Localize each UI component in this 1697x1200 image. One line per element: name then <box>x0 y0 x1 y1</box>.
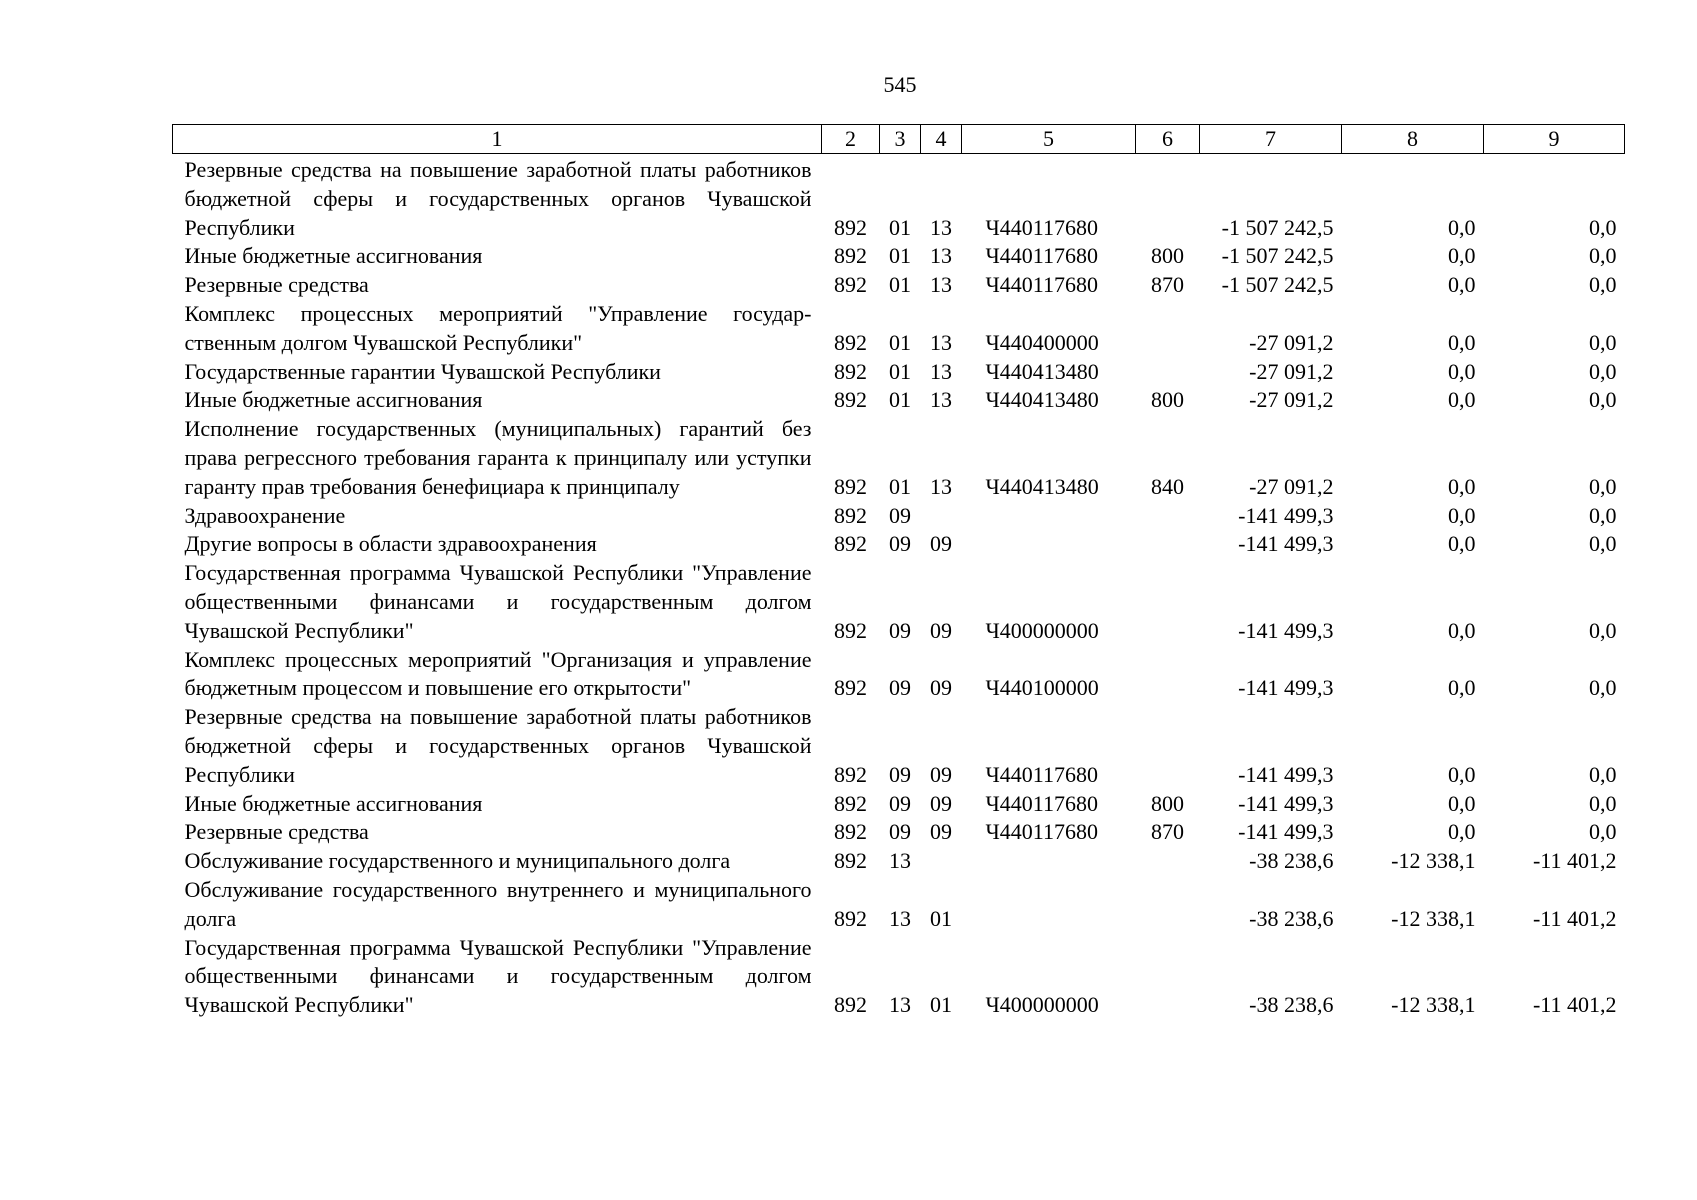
amount-col-9: 0,0 <box>1589 617 1617 643</box>
amount-col-7: -141 499,3 <box>1238 531 1334 557</box>
grbs-code: 892 <box>834 675 867 701</box>
grbs-code: 892 <box>834 214 867 240</box>
row-name: Исполнение государственных (муниципальных) гарантий без права регрессного требования гаранта к принципалу или уступки гаранту прав требования бенефициара к принципалу <box>184 416 812 499</box>
expense-type-code <box>1136 559 1200 645</box>
section-code: 01 <box>889 272 911 298</box>
target-article-code <box>962 530 1136 559</box>
table-row <box>173 876 1625 934</box>
expense-type-code: 870 <box>1151 819 1184 845</box>
amount-col-8: 0,0 <box>1448 790 1476 816</box>
table-row <box>173 790 1625 819</box>
subsection-code <box>921 502 962 531</box>
subsection-code: 13 <box>930 272 952 298</box>
amount-col-9: 0,0 <box>1589 243 1617 269</box>
column-header-9: 9 <box>1484 125 1625 154</box>
section-code: 13 <box>889 992 911 1018</box>
amount-col-9: 0,0 <box>1589 473 1617 499</box>
row-name: Государственные гарантии Чувашской Республики <box>184 358 661 384</box>
amount-col-9: 0,0 <box>1589 502 1617 528</box>
expense-type-code <box>1136 502 1200 531</box>
column-header-8: 8 <box>1342 125 1484 154</box>
subsection-code: 01 <box>930 992 952 1018</box>
table-row <box>173 530 1625 559</box>
subsection-code: 01 <box>930 905 952 931</box>
amount-col-7: -38 238,6 <box>1249 905 1334 931</box>
grbs-code: 892 <box>834 905 867 931</box>
subsection-code: 09 <box>930 675 952 701</box>
subsection-code: 13 <box>930 387 952 413</box>
section-code: 01 <box>889 214 911 240</box>
amount-col-9: 0,0 <box>1589 272 1617 298</box>
amount-col-8: -12 338,1 <box>1391 905 1476 931</box>
section-code: 01 <box>889 358 911 384</box>
target-article-code: Ч440117680 <box>985 790 1098 816</box>
subsection-code: 13 <box>930 473 952 499</box>
expense-type-code: 870 <box>1151 272 1184 298</box>
column-header-4: 4 <box>921 125 962 154</box>
section-code: 01 <box>889 473 911 499</box>
target-article-code: Ч440117680 <box>985 819 1098 845</box>
amount-col-8: -12 338,1 <box>1391 848 1476 874</box>
expense-type-code <box>1136 300 1200 358</box>
target-article-code <box>962 502 1136 531</box>
amount-col-7: -141 499,3 <box>1238 819 1334 845</box>
target-article-code: Ч440413480 <box>985 387 1099 413</box>
table-body <box>173 154 1625 1020</box>
expense-type-code <box>1136 646 1200 704</box>
target-article-code: Ч440413480 <box>985 473 1099 499</box>
grbs-code: 892 <box>834 761 867 787</box>
amount-col-9: 0,0 <box>1589 531 1617 557</box>
grbs-code: 892 <box>834 790 867 816</box>
row-name: Государственная программа Чувашской Республики "Управление общественными финансами и государственным долгом Чувашской Республики" <box>184 560 812 643</box>
amount-col-7: -27 091,2 <box>1249 473 1334 499</box>
amount-col-7: -38 238,6 <box>1249 992 1334 1018</box>
subsection-code: 13 <box>930 243 952 269</box>
amount-col-8: 0,0 <box>1448 329 1476 355</box>
target-article-code: Ч440400000 <box>985 329 1099 355</box>
table-row <box>173 818 1625 847</box>
table-row <box>173 703 1625 789</box>
budget-table <box>172 124 1625 1020</box>
table-row <box>173 271 1625 300</box>
amount-col-9: -11 401,2 <box>1532 848 1617 874</box>
amount-col-7: -27 091,2 <box>1249 358 1334 384</box>
amount-col-8: 0,0 <box>1448 761 1476 787</box>
row-name: Здравоохранение <box>184 502 346 528</box>
column-header-7: 7 <box>1200 125 1342 154</box>
subsection-code: 09 <box>930 531 952 557</box>
grbs-code: 892 <box>834 387 867 413</box>
table-row <box>173 646 1625 704</box>
amount-col-7: -141 499,3 <box>1238 790 1334 816</box>
section-code: 09 <box>889 617 911 643</box>
target-article-code: Ч440117680 <box>985 272 1098 298</box>
grbs-code: 892 <box>834 243 867 269</box>
grbs-code: 892 <box>834 531 867 557</box>
page-number: 545 <box>883 72 917 97</box>
amount-col-8: 0,0 <box>1448 819 1476 845</box>
amount-col-9: 0,0 <box>1589 358 1617 384</box>
target-article-code: Ч440413480 <box>985 358 1099 384</box>
amount-col-8: 0,0 <box>1448 617 1476 643</box>
amount-col-7: -141 499,3 <box>1238 675 1334 701</box>
expense-type-code: 800 <box>1151 243 1184 269</box>
expense-type-code <box>1136 358 1200 387</box>
amount-col-8: 0,0 <box>1448 473 1476 499</box>
amount-col-9: 0,0 <box>1589 819 1617 845</box>
subsection-code: 13 <box>930 358 952 384</box>
amount-col-9: 0,0 <box>1589 214 1617 240</box>
section-code: 09 <box>889 502 911 528</box>
target-article-code: Ч400000000 <box>985 617 1099 643</box>
row-name: Резервные средства на повышение заработной платы работников бюджетной сферы и государственных органов Чувашской Республики <box>184 157 812 240</box>
table-row <box>173 847 1625 876</box>
row-name: Государственная программа Чувашской Республики "Управление общественными финансами и государственным долгом Чувашской Республики" <box>184 934 812 1018</box>
target-article-code: Ч440100000 <box>985 675 1099 701</box>
subsection-code: 09 <box>930 819 952 845</box>
expense-type-code <box>1136 934 1200 1020</box>
table-row <box>173 415 1625 501</box>
section-code: 09 <box>889 761 911 787</box>
amount-col-7: -1 507 242,5 <box>1221 243 1334 269</box>
expense-type-code: 800 <box>1151 387 1184 413</box>
amount-col-8: -12 338,1 <box>1391 992 1476 1018</box>
row-name: Иные бюджетные ассигнования <box>184 243 483 269</box>
row-name: Комплекс процессных мероприятий "Управление государственным долгом Чувашской Республики" <box>184 300 812 355</box>
row-name: Обслуживание государственного и муниципального долга <box>184 848 731 874</box>
section-code: 13 <box>889 905 911 931</box>
amount-col-8: 0,0 <box>1448 214 1476 240</box>
amount-col-8: 0,0 <box>1448 531 1476 557</box>
target-article-code <box>962 847 1136 876</box>
section-code: 09 <box>889 819 911 845</box>
grbs-code: 892 <box>834 502 867 528</box>
grbs-code: 892 <box>834 329 867 355</box>
column-header-6: 6 <box>1136 125 1200 154</box>
column-header-5: 5 <box>962 125 1136 154</box>
target-article-code <box>962 876 1136 934</box>
amount-col-7: -38 238,6 <box>1249 848 1334 874</box>
subsection-code: 09 <box>930 790 952 816</box>
table-row <box>173 502 1625 531</box>
amount-col-9: 0,0 <box>1589 761 1617 787</box>
table-row <box>173 300 1625 358</box>
table-row <box>173 934 1625 1020</box>
amount-col-8: 0,0 <box>1448 358 1476 384</box>
amount-col-9: 0,0 <box>1589 790 1617 816</box>
amount-col-7: -1 507 242,5 <box>1221 214 1334 240</box>
table-row <box>173 358 1625 387</box>
table-row <box>173 154 1625 243</box>
expense-type-code <box>1136 876 1200 934</box>
amount-col-8: 0,0 <box>1448 387 1476 413</box>
header-row <box>173 125 1625 154</box>
table-row <box>173 386 1625 415</box>
amount-col-9: -11 401,2 <box>1532 905 1617 931</box>
amount-col-9: -11 401,2 <box>1532 992 1617 1018</box>
row-name: Резервные средства на повышение заработной платы работников бюджетной сферы и государственных органов Чувашской Республики <box>184 704 812 787</box>
amount-col-7: -141 499,3 <box>1238 761 1334 787</box>
table-row <box>173 242 1625 271</box>
grbs-code: 892 <box>834 848 867 874</box>
subsection-code: 09 <box>930 761 952 787</box>
amount-col-7: -27 091,2 <box>1249 329 1334 355</box>
grbs-code: 892 <box>834 473 867 499</box>
expense-type-code <box>1136 154 1200 243</box>
grbs-code: 892 <box>834 819 867 845</box>
amount-col-8: 0,0 <box>1448 502 1476 528</box>
row-name: Комплекс процессных мероприятий "Организация и управление бюджетным процессом и повышение его открытости" <box>184 646 812 701</box>
grbs-code: 892 <box>834 272 867 298</box>
grbs-code: 892 <box>834 617 867 643</box>
amount-col-9: 0,0 <box>1589 329 1617 355</box>
section-code: 09 <box>889 675 911 701</box>
target-article-code: Ч400000000 <box>985 992 1099 1018</box>
row-name: Резервные средства <box>184 819 369 845</box>
amount-col-9: 0,0 <box>1589 387 1617 413</box>
target-article-code: Ч440117680 <box>985 214 1098 240</box>
expense-type-code <box>1136 703 1200 789</box>
subsection-code: 13 <box>930 329 952 355</box>
section-code: 01 <box>889 243 911 269</box>
subsection-code <box>921 847 962 876</box>
section-code: 09 <box>889 531 911 557</box>
amount-col-8: 0,0 <box>1448 675 1476 701</box>
column-header-3: 3 <box>880 125 921 154</box>
table-header <box>173 125 1625 154</box>
subsection-code: 09 <box>930 617 952 643</box>
amount-col-7: -1 507 242,5 <box>1221 272 1334 298</box>
grbs-code: 892 <box>834 992 867 1018</box>
row-name: Иные бюджетные ассигнования <box>184 387 483 413</box>
row-name: Обслуживание государственного внутреннего и муниципального долга <box>184 876 812 931</box>
grbs-code: 892 <box>834 358 867 384</box>
section-code: 09 <box>889 790 911 816</box>
amount-col-8: 0,0 <box>1448 272 1476 298</box>
amount-col-8: 0,0 <box>1448 243 1476 269</box>
target-article-code: Ч440117680 <box>985 761 1098 787</box>
section-code: 13 <box>889 848 911 874</box>
row-name: Иные бюджетные ассигнования <box>184 790 483 816</box>
table-row <box>173 559 1625 645</box>
amount-col-7: -141 499,3 <box>1238 502 1334 528</box>
section-code: 01 <box>889 387 911 413</box>
column-header-1: 1 <box>173 125 822 154</box>
section-code: 01 <box>889 329 911 355</box>
expense-type-code: 800 <box>1151 790 1184 816</box>
target-article-code: Ч440117680 <box>985 243 1098 269</box>
row-name: Другие вопросы в области здравоохранения <box>184 531 597 557</box>
expense-type-code: 840 <box>1151 473 1184 499</box>
amount-col-9: 0,0 <box>1589 675 1617 701</box>
expense-type-code <box>1136 847 1200 876</box>
row-name: Резервные средства <box>184 272 369 298</box>
amount-col-7: -27 091,2 <box>1249 387 1334 413</box>
amount-col-7: -141 499,3 <box>1238 617 1334 643</box>
column-header-2: 2 <box>822 125 880 154</box>
expense-type-code <box>1136 530 1200 559</box>
subsection-code: 13 <box>930 214 952 240</box>
